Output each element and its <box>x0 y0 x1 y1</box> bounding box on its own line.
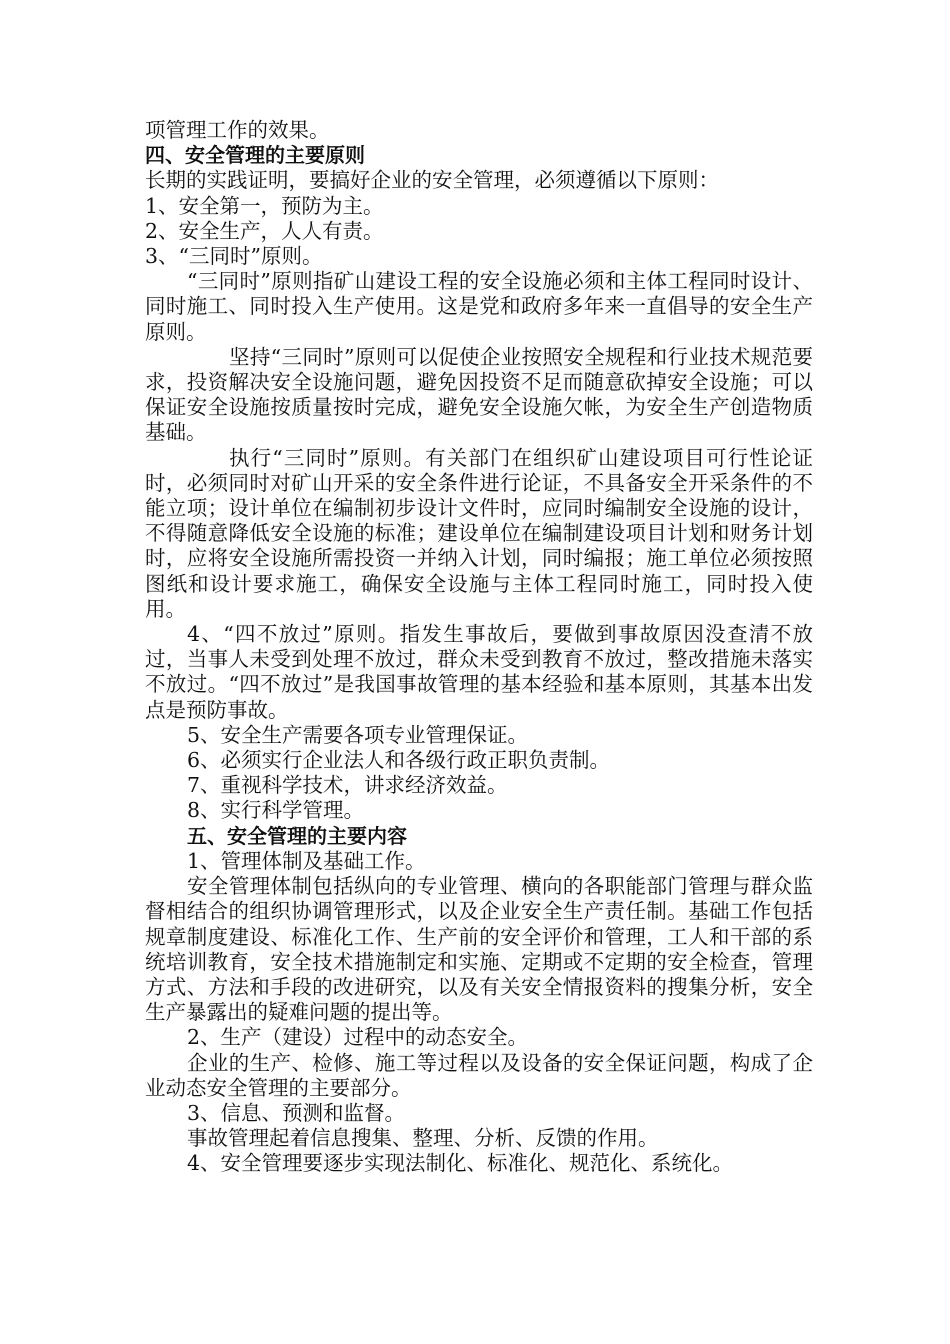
principle-4: 4、“四不放过”原则。指发生事故后，要做到事故原因没查清不放过，当事人未受到处理不放过，群众未受到教育不放过，整改措施未落实不放过。“四不放过”是我国事故管理的基本经验和基本原则，其基本出发点是预防事故。 <box>145 622 813 722</box>
principle-7: 7、重视科学技术，讲求经济效益。 <box>187 773 508 798</box>
paragraph-1: 项管理工作的效果。 <box>145 118 330 142</box>
content-item-1: 1、管理体制及基础工作。 <box>187 848 426 873</box>
principle-6: 6、必须实行企业法人和各级行政正职负责制。 <box>187 748 611 773</box>
section-heading-5: 五、安全管理的主要内容 <box>187 823 407 848</box>
principle-5: 5、安全生产需要各项专业管理保证。 <box>187 722 529 747</box>
paragraph-intro: 长期的实践证明，要搞好企业的安全管理，必须遵循以下原则： <box>145 168 719 193</box>
section-heading-4: 四、安全管理的主要原则 <box>145 143 365 168</box>
paragraph-three-simultaneous-benefit: 坚持“三同时”原则可以促使企业按照安全规程和行业技术规范要求，投资解决安全设施问题，避免因投资不足而随意砍掉安全设施；可以保证安全设施按质量按时完成，避免安全设施欠帐，为安全生产创造物质基础。 <box>145 344 813 445</box>
content-item-4: 4、安全管理要逐步实现法制化、标准化、规范化、系统化。 <box>187 1151 734 1176</box>
principle-3: 3、“三同时”原则。 <box>145 244 323 269</box>
paragraph-accident-management: 事故管理起着信息搜集、整理、分析、反馈的作用。 <box>187 1126 659 1151</box>
principle-8: 8、实行科学管理。 <box>187 798 365 823</box>
principle-1: 1、安全第一，预防为主。 <box>145 193 384 218</box>
paragraph-three-simultaneous-definition: “三同时”原则指矿山建设工程的安全设施必须和主体工程同时设计、同时施工、同时投入生产使用。这是党和政府多年来一直倡导的安全生产原则。 <box>145 269 813 344</box>
paragraph-three-simultaneous-execution: 执行“三同时”原则。有关部门在组织矿山建设项目可行性论证时，必须同时对矿山开采的安全条件进行论证，不具备安全开采条件的不能立项；设计单位在编制初步设计文件时，应同时编制安全设施的设计，不得随意降低安全设施的标准；建设单位在编制建设项目计划和财务计划时，应将安全设施所需投资一并纳入计划，同时编报；施工单位必须按照图纸和设计要求施工，确保安全设施与主体工程同时施工，同时投入使用。 <box>145 445 813 621</box>
principle-2: 2、安全生产，人人有责。 <box>145 218 384 243</box>
paragraph-management-system: 安全管理体制包括纵向的专业管理、横向的各职能部门管理与群众监督相结合的组织协调管理形式，以及企业安全生产责任制。基础工作包括规章制度建设、标准化工作、生产前的安全评价和管理，工人和干部的系统培训教育，安全技术措施制定和实施、定期或不定期的安全检查，管理方式、方法和手段的改进研究，以及有关安全情报资料的搜集分析，安全生产暴露出的疑难问题的提出等。 <box>145 874 813 1025</box>
document-body <box>145 118 813 1177</box>
paragraph-dynamic-safety: 企业的生产、检修、施工等过程以及设备的安全保证问题，构成了企业动态安全管理的主要部分。 <box>145 1050 813 1100</box>
content-item-2: 2、生产（建设）过程中的动态安全。 <box>187 1025 529 1050</box>
content-item-3: 3、信息、预测和监督。 <box>187 1100 406 1125</box>
